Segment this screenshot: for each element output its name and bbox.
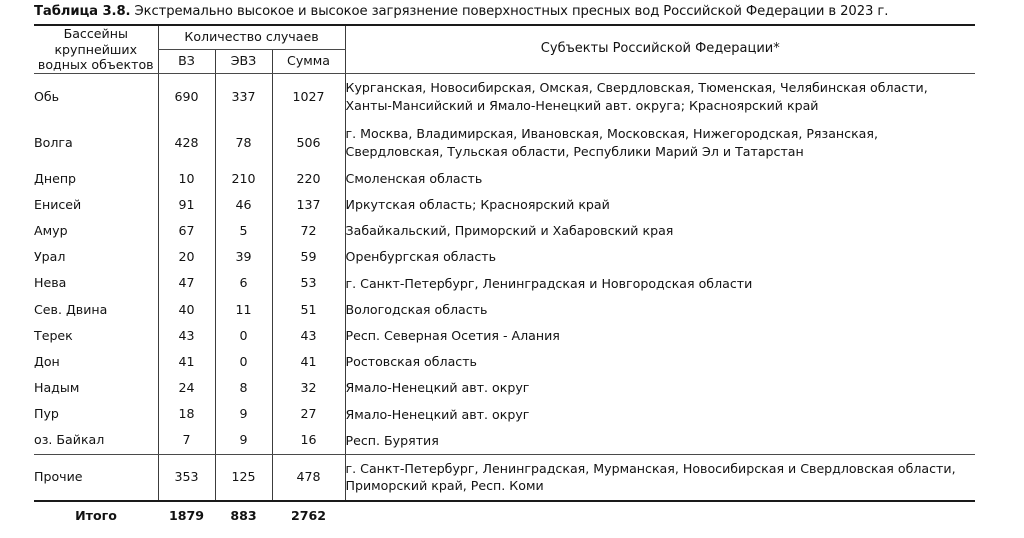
cell-subjects: Ямало-Ненецкий авт. округ xyxy=(345,406,530,422)
cell-sum: 53 xyxy=(272,270,345,296)
cell-basin: Урал xyxy=(34,249,66,265)
table-row xyxy=(34,218,975,244)
cell-evz: 78 xyxy=(215,120,272,166)
cell-sum: 137 xyxy=(272,192,345,218)
cell-subjects: Респ. Северная Осетия - Алания xyxy=(345,327,560,343)
header-evz: ЭВЗ xyxy=(215,49,272,73)
table-row xyxy=(34,120,975,166)
header-sum: Сумма xyxy=(272,49,345,73)
header-subjects: Субъекты Российской Федерации* xyxy=(345,25,975,73)
table-row xyxy=(34,73,975,120)
cell-sum: 51 xyxy=(272,296,345,322)
cell-vz: 20 xyxy=(158,244,215,270)
cell-evz: 0 xyxy=(215,323,272,349)
table-row-total xyxy=(34,501,975,530)
cell-basin: Обь xyxy=(34,88,60,104)
cell-subjects: Ростовская область xyxy=(345,354,477,370)
cell-sum: 27 xyxy=(272,401,345,427)
cell-vz: 353 xyxy=(158,454,215,501)
cell-subjects: Забайкальский, Приморский и Хабаровский края xyxy=(345,223,674,239)
cell-total-subjects xyxy=(345,501,975,530)
header-row-top xyxy=(34,25,975,49)
cell-evz: 9 xyxy=(215,427,272,454)
cell-subjects: Вологодская область xyxy=(345,301,488,317)
table-row xyxy=(34,192,975,218)
table-caption xyxy=(34,4,990,20)
table-caption-text: Экстремально высокое и высокое загрязнение поверхностных пресных вод Российской Федерации в 2023 г. xyxy=(130,4,889,19)
cell-sum: 59 xyxy=(272,244,345,270)
table-row xyxy=(34,401,975,427)
cell-basin: оз. Байкал xyxy=(34,427,158,454)
table-row-other xyxy=(34,454,975,501)
cell-subjects: г. Санкт-Петербург, Ленинградская и Новгородская области xyxy=(345,275,753,291)
cell-basin: Надым xyxy=(34,380,80,396)
cell-evz: 210 xyxy=(215,166,272,192)
cell-basin: Нева xyxy=(34,275,67,291)
table-header xyxy=(34,25,975,73)
cell-sum: 43 xyxy=(272,323,345,349)
table-row xyxy=(34,244,975,270)
table-row xyxy=(34,323,975,349)
cell-subjects: Смоленская область xyxy=(345,170,483,186)
cell-vz: 18 xyxy=(158,401,215,427)
cell-basin: Амур xyxy=(34,222,68,238)
cell-subjects: г. Санкт-Петербург, Ленинградская, Мурманская, Новосибирская и Свердловская области, Приморский край, Респ. Коми xyxy=(345,454,975,501)
cell-vz: 40 xyxy=(158,296,215,322)
cell-total-evz: 883 xyxy=(230,507,257,523)
cell-total-vz: 1879 xyxy=(168,507,205,523)
table-row xyxy=(34,166,975,192)
cell-sum: 220 xyxy=(272,166,345,192)
cell-basin: Прочие xyxy=(34,454,158,501)
cell-sum: 506 xyxy=(272,120,345,166)
cell-basin: Терек xyxy=(34,327,73,343)
cell-vz: 428 xyxy=(158,120,215,166)
cell-basin: Дон xyxy=(34,353,60,369)
cell-subjects: Курганская, Новосибирская, Омская, Свердловская, Тюменская, Челябинская области, Ханты-Мансийский и Ямало-Ненецкий авт. округа; Красноярский край xyxy=(345,80,928,113)
header-count-group: Количество случаев xyxy=(158,25,345,49)
cell-evz: 6 xyxy=(215,270,272,296)
cell-sum: 1027 xyxy=(272,73,345,120)
cell-subjects: Ямало-Ненецкий авт. округ xyxy=(345,380,530,396)
cell-subjects: Иркутская область; Красноярский край xyxy=(345,197,610,213)
cell-evz: 39 xyxy=(215,244,272,270)
cell-subjects: г. Москва, Владимирская, Ивановская, Московская, Нижегородская, Рязанская, Свердловская, Тульская области, Республики Марий Эл и Татарстан xyxy=(345,126,878,159)
header-vz: ВЗ xyxy=(158,49,215,73)
cell-basin: Днепр xyxy=(34,170,77,186)
cell-subjects: Оренбургская область xyxy=(345,249,496,265)
cell-sum: 41 xyxy=(272,349,345,375)
cell-evz: 337 xyxy=(215,73,272,120)
cell-sum: 478 xyxy=(272,454,345,501)
cell-vz: 91 xyxy=(158,192,215,218)
cell-evz: 0 xyxy=(215,349,272,375)
cell-vz: 67 xyxy=(158,218,215,244)
cell-evz: 9 xyxy=(215,401,272,427)
cell-vz: 690 xyxy=(158,73,215,120)
pollution-table xyxy=(34,24,975,530)
table-row xyxy=(34,427,975,454)
cell-vz: 7 xyxy=(158,427,215,454)
cell-evz: 5 xyxy=(215,218,272,244)
table-row xyxy=(34,349,975,375)
table-caption-label: Таблица 3.8. xyxy=(34,4,131,19)
cell-vz: 41 xyxy=(158,349,215,375)
cell-evz: 11 xyxy=(215,296,272,322)
cell-total-label: Итого xyxy=(75,507,117,523)
cell-sum: 72 xyxy=(272,218,345,244)
cell-basin: Пур xyxy=(34,406,59,422)
cell-vz: 43 xyxy=(158,323,215,349)
cell-vz: 47 xyxy=(158,270,215,296)
cell-sum: 32 xyxy=(272,375,345,401)
cell-sum: 16 xyxy=(272,427,345,454)
cell-basin: Волга xyxy=(34,134,73,150)
cell-basin: Сев. Двина xyxy=(34,301,108,317)
table-row xyxy=(34,375,975,401)
table-row xyxy=(34,296,975,322)
cell-vz: 24 xyxy=(158,375,215,401)
cell-evz: 125 xyxy=(215,454,272,501)
cell-basin: Енисей xyxy=(34,196,82,212)
table-body xyxy=(34,73,975,530)
cell-vz: 10 xyxy=(158,166,215,192)
header-basin: Бассейны крупнейших водных объектов xyxy=(34,25,158,73)
cell-evz: 8 xyxy=(215,375,272,401)
cell-subjects: Респ. Бурятия xyxy=(345,427,975,454)
table-row xyxy=(34,270,975,296)
cell-evz: 46 xyxy=(215,192,272,218)
cell-total-sum: 2762 xyxy=(290,507,327,523)
